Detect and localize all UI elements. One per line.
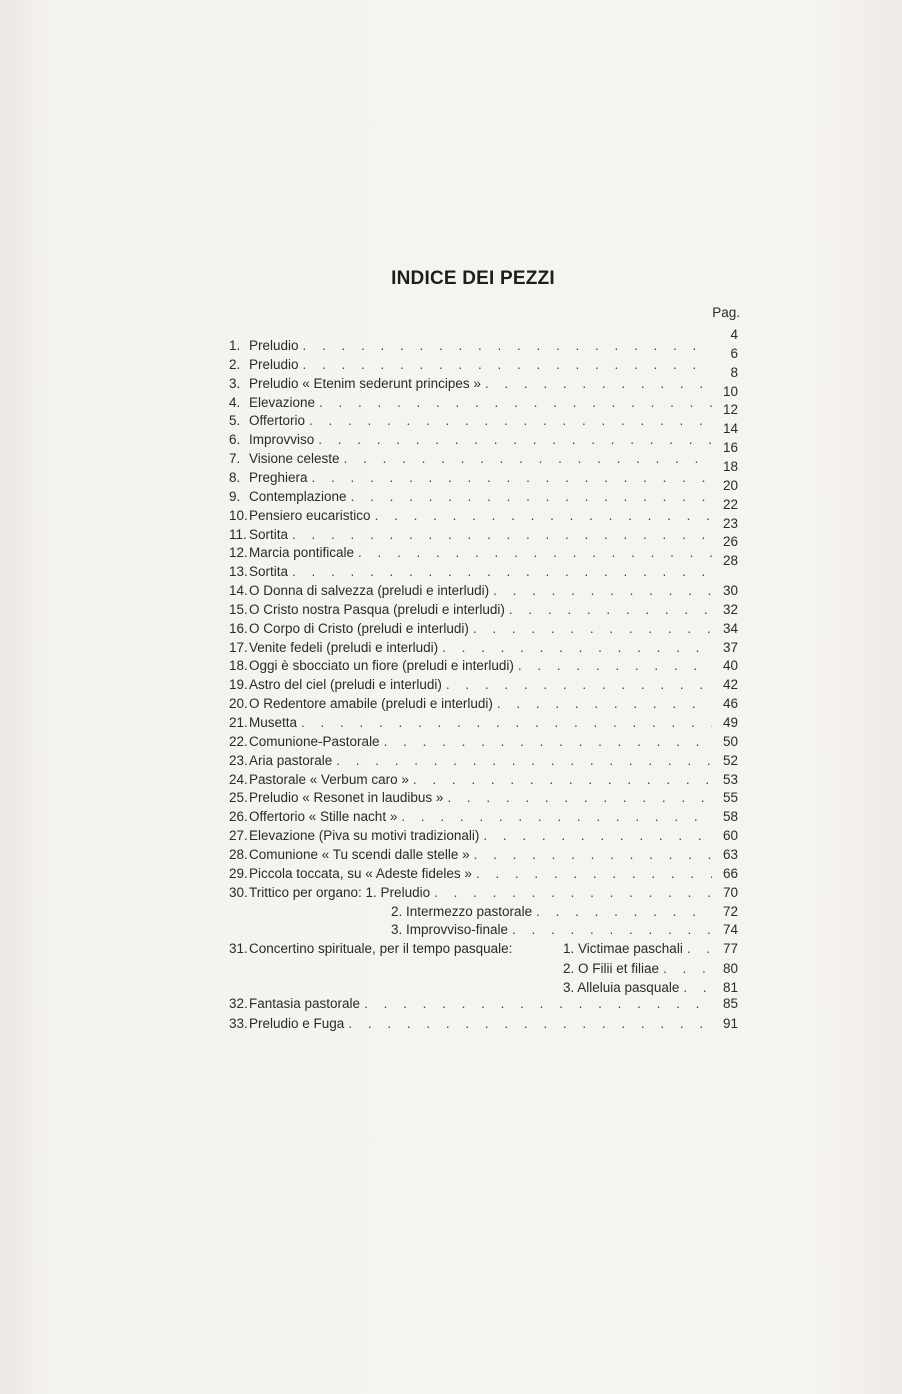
entry-number: 4. [229, 394, 241, 410]
entry-title: O Redentore amabile (preludi e interludi) [249, 696, 493, 712]
dot-leader [336, 753, 712, 768]
entry-page: 34 [722, 620, 738, 636]
toc-entry [229, 696, 738, 714]
entry-title: Offertorio [249, 413, 306, 429]
entry-title: O Donna di salvezza (preludi e interludi) [249, 583, 490, 599]
entry-title: Elevazione (Piva su motivi tradizionali) [249, 828, 480, 844]
subentry-page: 81 [722, 980, 738, 996]
subentry-title: 1. Victimae paschali [563, 941, 683, 957]
dot-leader [683, 980, 712, 995]
entry-number: 21. [229, 715, 248, 730]
entry-title: Astro del ciel (preludi e interludi) [249, 677, 442, 693]
subentry-title: 3. Improvviso-finale [391, 922, 509, 938]
toc-subentry [563, 961, 738, 979]
entry-number: 13. [229, 564, 248, 580]
entry-page: 10 [722, 383, 738, 399]
toc-entry [229, 583, 738, 601]
subentry-title: 2. Intermezzo pastorale [391, 903, 533, 919]
entry-number: 26. [229, 809, 248, 825]
dot-leader [687, 941, 712, 956]
entry-title: Visione celeste [249, 451, 340, 467]
entry-page: 18 [722, 458, 738, 474]
entry-number: 29. [229, 865, 248, 881]
dot-leader [493, 583, 712, 598]
toc-entry [229, 734, 738, 752]
entry-number: 24. [229, 771, 248, 787]
toc-entry [229, 602, 738, 620]
entry-page: 22 [722, 496, 738, 512]
entry-title: Marcia pontificale [249, 545, 355, 561]
dot-leader [292, 564, 712, 579]
dot-leader [518, 658, 712, 673]
entry-title: Piccola toccata, su « Adeste fideles » [249, 865, 472, 881]
dot-leader [446, 677, 712, 692]
dot-leader [303, 357, 712, 372]
page-column-label: Pag. [712, 305, 740, 320]
toc-subentry [391, 922, 738, 940]
entry-page: 52 [722, 752, 738, 768]
entry-page: 55 [722, 790, 738, 806]
dot-leader [292, 527, 712, 542]
entry-page: 12 [722, 402, 738, 418]
dot-leader [485, 376, 712, 391]
entry-title: Sortita [249, 526, 289, 542]
entry-number: 10. [229, 507, 248, 523]
entry-number: 3. [229, 375, 241, 391]
entry-title: Comunione « Tu scendi dalle stelle » [249, 846, 470, 862]
dot-leader [413, 772, 712, 787]
entry-page: 40 [722, 658, 738, 674]
toc-subentry [391, 904, 738, 922]
entry-number: 7. [229, 451, 241, 467]
entry-page: 28 [722, 553, 738, 569]
entry-page: 37 [722, 639, 738, 655]
toc-entry [229, 790, 738, 808]
dot-leader [442, 640, 712, 655]
toc-entry [229, 847, 738, 865]
dot-leader [434, 885, 712, 900]
entry-page: 53 [722, 771, 738, 787]
entry-number: 6. [229, 432, 241, 448]
entry-page: 14 [722, 421, 738, 437]
entry-page: 26 [722, 534, 738, 550]
entry-title: Preludio « Resonet in laudibus » [249, 790, 444, 806]
subentry-page: 80 [722, 960, 738, 976]
toc-entry [229, 809, 738, 827]
toc-entry [229, 345, 738, 375]
dot-leader [303, 338, 712, 353]
dot-leader [447, 790, 712, 805]
dot-leader [318, 432, 712, 447]
dot-leader [401, 809, 712, 824]
entry-number: 18. [229, 658, 248, 674]
entry-title: O Corpo di Cristo (preludi e interludi) [249, 620, 469, 636]
toc-subentry [563, 941, 738, 959]
entry-number: 2. [229, 356, 241, 372]
entry-page: 46 [722, 696, 738, 712]
entry-title: Preludio [249, 338, 299, 353]
dot-leader [309, 413, 712, 428]
entry-number: 1. [229, 338, 241, 353]
dot-leader [474, 847, 712, 862]
dot-leader [536, 904, 712, 919]
entry-title: Pastorale « Verbum caro » [249, 771, 409, 787]
entry-number: 27. [229, 828, 248, 844]
entry-number: 15. [229, 601, 248, 617]
dot-leader [663, 961, 712, 976]
entry-page: 4 [730, 327, 738, 342]
entry-number: 23. [229, 752, 248, 768]
entry-number: 5. [229, 413, 241, 429]
entry-title: Offertorio « Stille nacht » [249, 809, 398, 825]
entry-title: Preludio [249, 356, 299, 372]
entry-page: 30 [722, 583, 738, 599]
entry-page: 42 [722, 677, 738, 693]
entry-number: 9. [229, 488, 241, 504]
entry-title: Comunione-Pastorale [249, 733, 380, 749]
dot-leader [384, 734, 712, 749]
toc-entry [229, 640, 738, 658]
entry-title: Preludio e Fuga [249, 1015, 345, 1031]
entry-number: 19. [229, 677, 248, 693]
entry-title: Oggi è sbocciato un fiore (preludi e interludi) [249, 658, 514, 674]
entry-title: Elevazione [249, 394, 316, 410]
entry-number: 30. [229, 884, 248, 900]
toc-entry [229, 677, 738, 695]
dot-leader [348, 1016, 712, 1031]
entry-page: 63 [722, 846, 738, 862]
entry-number: 8. [229, 469, 241, 485]
dot-leader [358, 545, 712, 560]
toc-entry [229, 885, 738, 903]
toc-entry [229, 996, 738, 1014]
entry-title: Trittico per organo: 1. Preludio [249, 884, 431, 900]
dot-leader [483, 828, 712, 843]
entry-number: 14. [229, 583, 248, 599]
entry-number: 22. [229, 733, 248, 749]
entry-number: 20. [229, 696, 248, 712]
entry-page: 23 [722, 515, 738, 531]
entry-title: Concertino spirituale, per il tempo pasquale: [249, 941, 513, 957]
dot-leader [375, 508, 712, 523]
entry-page: 50 [722, 733, 738, 749]
entry-page: 58 [722, 809, 738, 825]
entry-page: 20 [722, 477, 738, 493]
entry-number: 31. [229, 941, 248, 957]
entry-page: 85 [722, 996, 738, 1011]
entry-page: 6 [730, 345, 738, 361]
entry-number: 28. [229, 846, 248, 862]
entry-title: Pensiero eucaristico [249, 507, 371, 523]
dot-leader [509, 602, 712, 617]
entry-number: 33. [229, 1015, 248, 1031]
subentry-page: 74 [722, 922, 738, 938]
subentry-page: 72 [722, 903, 738, 919]
entry-title: Preghiera [249, 469, 308, 485]
subentry-page: 77 [722, 941, 738, 957]
entry-number: 12. [229, 545, 248, 561]
entry-number: 17. [229, 639, 248, 655]
toc-entry [229, 828, 738, 846]
toc-entry [229, 364, 738, 394]
entry-title: Musetta [249, 715, 298, 730]
entry-number: 16. [229, 620, 248, 636]
dot-leader [512, 922, 712, 937]
entry-title: Preludio « Etenim sederunt principes » [249, 375, 481, 391]
entry-page: 8 [730, 364, 738, 380]
dot-leader [351, 489, 712, 504]
toc-entry [229, 866, 738, 884]
entry-page: 70 [722, 884, 738, 900]
dot-leader [476, 866, 712, 881]
entry-title: Contemplazione [249, 488, 347, 504]
entry-number: 32. [229, 996, 248, 1011]
entry-title: Sortita [249, 564, 289, 580]
entry-page: 60 [722, 828, 738, 844]
subentry-title: 3. Alleluia pasquale [563, 980, 680, 996]
toc-entry [229, 715, 738, 733]
entry-title: Aria pastorale [249, 752, 333, 768]
toc-entry [229, 658, 738, 676]
toc-entry [229, 753, 738, 771]
entry-page: 66 [722, 865, 738, 881]
dot-leader [344, 451, 712, 466]
toc-entry [229, 772, 738, 790]
entry-title: Venite fedeli (preludi e interludi) [249, 639, 439, 655]
entry-page: 16 [722, 440, 738, 456]
index-title: INDICE DEI PEZZI [391, 268, 555, 289]
entry-title: Improvviso [249, 432, 315, 448]
dot-leader [301, 715, 712, 730]
entry-number: 11. [229, 526, 247, 542]
dot-leader [312, 470, 712, 485]
entry-title: O Cristo nostra Pasqua (preludi e interludi) [249, 601, 505, 617]
dot-leader [497, 696, 712, 711]
subentry-title: 2. O Filii et filiae [563, 960, 660, 976]
dot-leader [473, 621, 712, 636]
entry-number: 25. [229, 790, 248, 806]
entry-page: 49 [722, 715, 738, 730]
dot-leader [364, 996, 712, 1011]
entry-title: Fantasia pastorale [249, 996, 361, 1011]
toc-entry [229, 621, 738, 639]
entry-page: 91 [722, 1015, 738, 1031]
entry-page: 32 [722, 601, 738, 617]
toc-entry [229, 1016, 738, 1034]
dot-leader [319, 395, 712, 410]
toc-entry [229, 327, 738, 356]
